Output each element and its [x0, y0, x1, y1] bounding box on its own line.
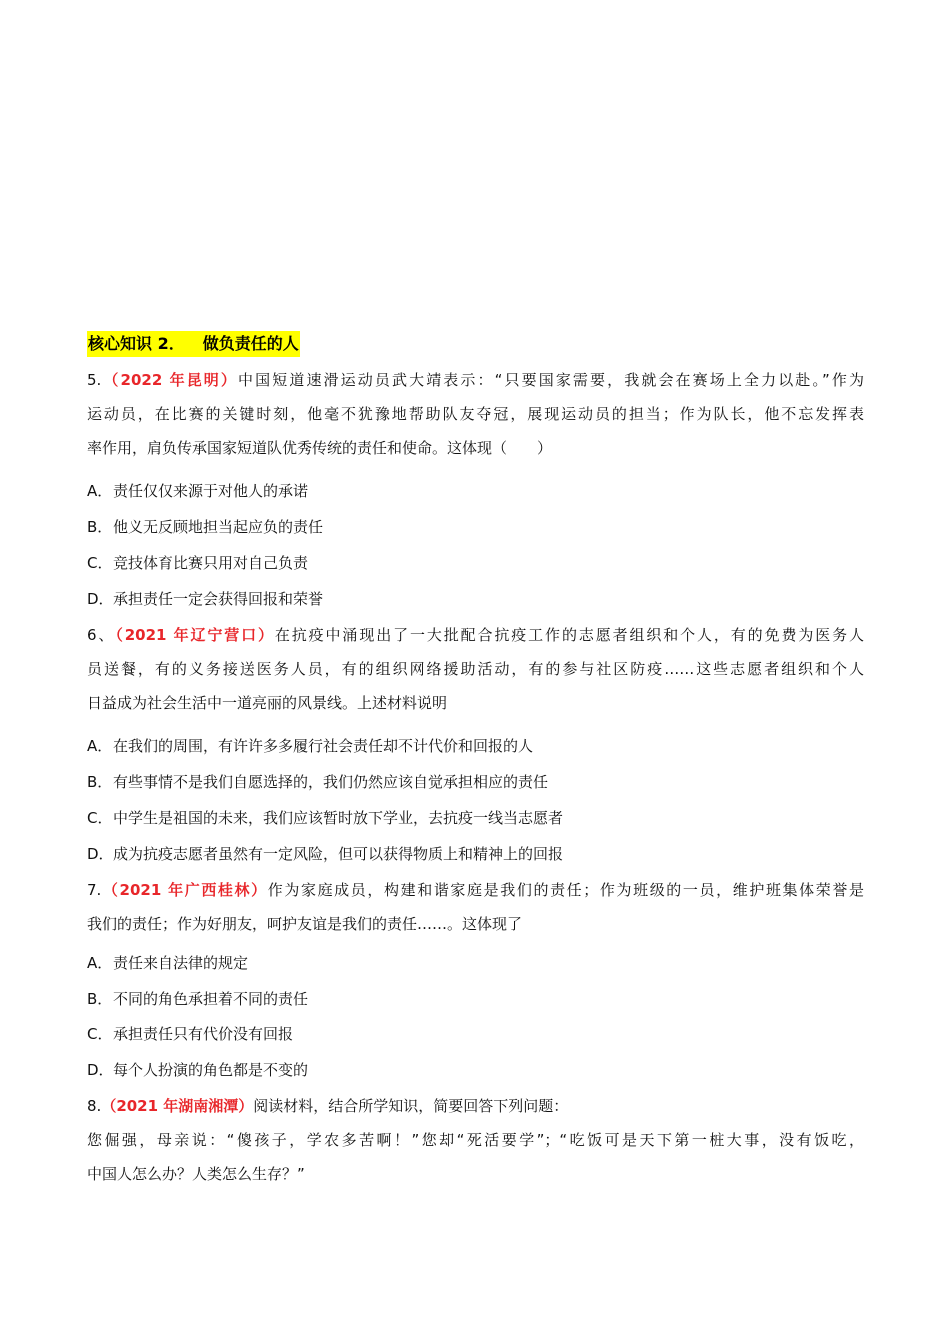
question-7-option-a [87, 950, 248, 976]
question-7-option-d [87, 1057, 308, 1083]
option-letter: C． [87, 809, 113, 827]
question-7-stem [87, 873, 864, 941]
question-6-stem [87, 618, 864, 720]
question-5-number: 5. [87, 371, 102, 389]
option-text: 在我们的周围，有许许多多履行社会责任却不计代价和回报的人 [113, 737, 534, 755]
option-letter: B． [87, 773, 113, 791]
question-5-line-1 [87, 363, 864, 397]
question-8-source-tag: （2021 年湖南湘潭） [101, 1097, 254, 1115]
question-7-number: 7. [87, 881, 102, 899]
question-5-option-c [87, 550, 308, 576]
question-7-text-1: 作为家庭成员，构建和谐家庭是我们的责任；作为班级的一员，维护班集体荣誉是 [267, 881, 864, 899]
option-letter: B． [87, 990, 113, 1008]
section-heading [87, 331, 300, 357]
option-text: 他义无反顾地担当起应负的责任 [113, 518, 324, 536]
option-text: 不同的角色承担着不同的责任 [113, 990, 309, 1008]
option-letter: C． [87, 1025, 113, 1043]
question-6-option-c [87, 805, 563, 831]
option-letter: A． [87, 482, 113, 500]
question-7-line-2: 我们的责任；作为好朋友，呵护友谊是我们的责任……。这体现了 [87, 915, 523, 933]
option-text: 每个人扮演的角色都是不变的 [113, 1061, 309, 1079]
question-7-line-1 [87, 873, 864, 907]
option-text: 竞技体育比赛只用对自己负责 [113, 554, 309, 572]
question-6-line-3: 日益成为社会生活中一道亮丽的风景线。上述材料说明 [87, 694, 448, 712]
question-5-line-2: 运动员，在比赛的关键时刻，他毫不犹豫地帮助队友夺冠，展现运动员的担当；作为队长，他不忘发挥表 [87, 405, 864, 423]
option-text: 成为抗疫志愿者虽然有一定风险，但可以获得物质上和精神上的回报 [113, 845, 564, 863]
option-text: 中学生是祖国的未来，我们应该暂时放下学业，去抗疫一线当志愿者 [113, 809, 564, 827]
question-8-line-2: 您倔强，母亲说：“傻孩子，学农多苦啊！”您却“死活要学”；“吃饭可是天下第一桩大事，没有饭吃， [87, 1131, 864, 1149]
question-8-text-1: 阅读材料，结合所学知识，简要回答下列问题： [253, 1097, 569, 1115]
question-6-text-1: 在抗疫中涌现出了一大批配合抗疫工作的志愿者组织和个人，有的免费为医务人 [274, 626, 864, 644]
question-6-line-2: 员送餐，有的义务接送医务人员，有的组织网络援助活动，有的参与社区防疫……这些志愿者组织和个人 [87, 660, 864, 678]
question-8-number: 8. [87, 1097, 102, 1115]
option-text: 有些事情不是我们自愿选择的，我们仍然应该自觉承担相应的责任 [113, 773, 549, 791]
question-6-option-b [87, 769, 548, 795]
option-letter: D． [87, 590, 114, 608]
question-6-option-a [87, 733, 533, 759]
question-7-source-tag: （2021 年广西桂林） [101, 881, 268, 899]
question-5-option-a [87, 478, 308, 504]
option-letter: C． [87, 554, 113, 572]
question-5-stem [87, 363, 864, 465]
option-letter: D． [87, 845, 114, 863]
section-heading-prefix: 核心知识 2． [88, 334, 185, 353]
question-6-line-1 [87, 618, 864, 652]
question-5-text-1: 中国短道速滑运动员武大靖表示：“只要国家需要，我就会在赛场上全力以赴。”作为 [238, 371, 864, 389]
option-letter: A． [87, 954, 113, 972]
option-letter: A． [87, 737, 113, 755]
option-letter: B． [87, 518, 113, 536]
question-5-option-b [87, 514, 323, 540]
question-6-source-tag: （2021 年辽宁营口） [115, 626, 275, 644]
option-text: 责任仅仅来源于对他人的承诺 [113, 482, 309, 500]
question-8-line-3: 中国人怎么办？人类怎么生存？” [87, 1165, 305, 1183]
question-5-line-3: 率作用，肩负传承国家短道队优秀传统的责任和使命。这体现（ ） [87, 439, 553, 457]
question-8-line-1 [87, 1089, 864, 1123]
question-7-option-b [87, 986, 308, 1012]
question-5-option-d [87, 586, 323, 612]
section-heading-title: 做负责任的人 [202, 334, 299, 353]
option-text: 承担责任一定会获得回报和荣誉 [113, 590, 324, 608]
question-5-source-tag: （2022 年昆明） [101, 371, 239, 389]
question-6-option-d [87, 841, 563, 867]
question-6-number: 6、 [87, 626, 116, 644]
question-8-stem [87, 1089, 864, 1191]
option-text: 承担责任只有代价没有回报 [113, 1025, 294, 1043]
question-7-option-c [87, 1021, 293, 1047]
option-letter: D． [87, 1061, 114, 1079]
option-text: 责任来自法律的规定 [113, 954, 249, 972]
